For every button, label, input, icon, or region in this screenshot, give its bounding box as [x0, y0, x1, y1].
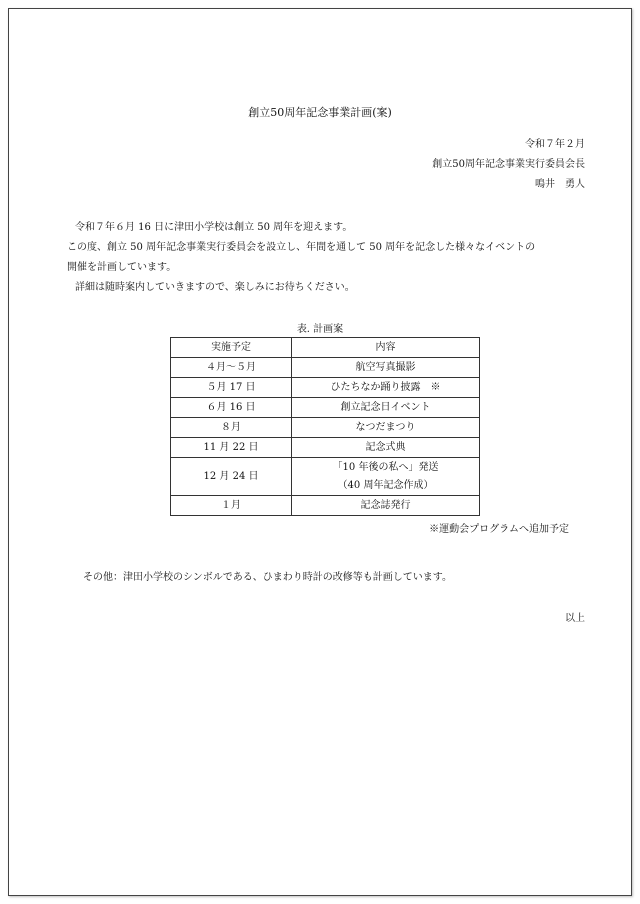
paragraph-3: 詳細は随時案内していきますので、楽しみにお待ちください。	[75, 282, 355, 293]
plan-table	[170, 337, 480, 516]
schedule-cell: ５月 17 日	[171, 378, 292, 398]
table-row	[171, 398, 480, 418]
table-row	[171, 358, 480, 378]
schedule-cell: 11 月 22 日	[171, 438, 292, 458]
content-cell: 航空写真撮影	[292, 358, 480, 378]
other-note: その他：津田小学校のシンボルである、ひまわり時計の改修等も計画しています。	[83, 572, 452, 583]
document-date: 令和７年２月	[525, 139, 585, 150]
content-cell: 記念式典	[292, 438, 480, 458]
table-row	[171, 418, 480, 438]
table-header-row	[171, 338, 480, 358]
table-note: ※運動会プログラムへ追加予定	[429, 524, 569, 535]
paragraph-2: この度、創立 50 周年記念事業実行委員会を設立し、年間を通して 50 周年を記念した様々なイベントの	[67, 242, 536, 253]
content-cell: 記念誌発行	[292, 496, 480, 516]
table-row	[171, 458, 480, 496]
schedule-cell: ４月～５月	[171, 358, 292, 378]
content-line-2: （40 周年記念作成）	[337, 479, 434, 491]
paragraph-2-cont: 開催を計画しています。	[67, 262, 177, 273]
organization-name: 創立50周年記念事業実行委員会長	[432, 159, 585, 170]
header-content: 内容	[292, 338, 480, 358]
content-cell: なつだまつり	[292, 418, 480, 438]
table-row	[171, 496, 480, 516]
content-cell	[292, 458, 480, 496]
table-caption: 表. 計画案	[296, 324, 344, 335]
document-title: 創立50周年記念事業計画(案)	[248, 106, 392, 119]
closing-text: 以上	[565, 613, 585, 624]
paragraph-1: 令和７年６月 16 日に津田小学校は創立 50 周年を迎えます。	[75, 222, 353, 233]
document-page	[8, 8, 632, 896]
author-name: 鳴井 勇人	[535, 179, 585, 190]
content-cell: 創立記念日イベント	[292, 398, 480, 418]
content-line-1: 「10 年後の私へ」発送	[332, 461, 439, 473]
content-cell: ひたちなか踊り披露 ※	[292, 378, 480, 398]
header-schedule: 実施予定	[171, 338, 292, 358]
schedule-cell: 12 月 24 日	[171, 458, 292, 496]
schedule-cell: ６月 16 日	[171, 398, 292, 418]
schedule-cell: １月	[171, 496, 292, 516]
table-row	[171, 438, 480, 458]
schedule-cell: ８月	[171, 418, 292, 438]
table-row	[171, 378, 480, 398]
